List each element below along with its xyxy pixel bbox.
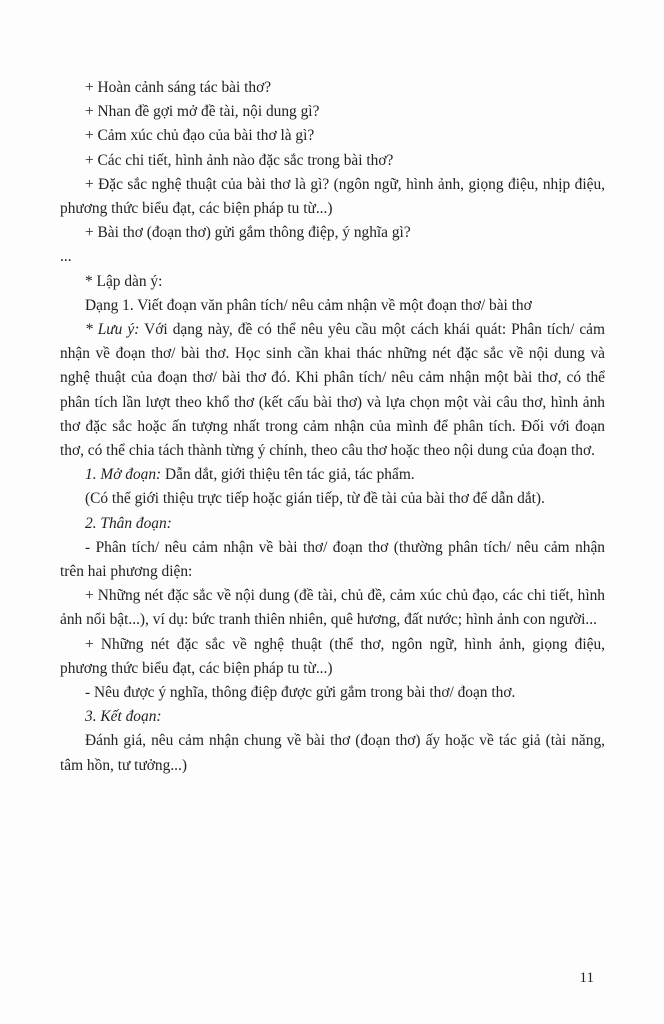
closing-text: Đánh giá, nêu cảm nhận chung về bài thơ (đoạn thơ) ấy hoặc về tác giả (tài năng, tâm hồn, tư tưởng...): [60, 732, 605, 774]
page-number: 11: [579, 970, 594, 986]
body-point-1: - Phân tích/ nêu cảm nhận về bài thơ/ đoạn thơ (thường phân tích/ nêu cảm nhận trên hai phương diện:: [60, 538, 605, 581]
note-label: * Lưu ý:: [85, 321, 140, 339]
question-artistic-features: + Đặc sắc nghệ thuật của bài thơ là gì? (ngôn ngữ, hình ảnh, giọng điệu, nhịp điệu, phương thức biểu đạt, các biện pháp tu từ...): [60, 175, 605, 218]
body-point-content: + Những nét đặc sắc về nội dung (đề tài, chủ đề, cảm xúc chủ đạo, các chi tiết, hình ảnh nổi bật...), ví dụ: bức tranh thiên nhiên, quê hương, đất nước; hình ảnh con người...: [60, 587, 605, 629]
body-point-message: - Nêu được ý nghĩa, thông điệp được gửi gắm trong bài thơ/ đoạn thơ.: [85, 684, 516, 702]
opening-text: Dẫn dắt, giới thiệu tên tác giả, tác phẩm.: [161, 466, 415, 484]
body-section-label: 2. Thân đoạn:: [85, 514, 172, 532]
question-composition-context: + Hoàn cảnh sáng tác bài thơ?: [85, 79, 272, 96]
body-text: [60, 76, 605, 778]
opening-label: 1. Mở đoạn:: [85, 466, 162, 484]
note-text: Với dạng này, đề có thể nêu yêu cầu một cách khái quát: Phân tích/ cảm nhận về đoạn thơ/ bài thơ. Học sinh cần khai thác những nét đặc sắc về nội dung và nghệ thuật của đoạn thơ/ bài thơ đó. Khi phân tích/ nêu cảm nhận một bài thơ, có thể phân tích lần lượt theo khổ thơ (kết cấu bài thơ) và lựa chọn một vài câu thơ, hình ảnh thơ đặc sắc hoặc ấn tượng nhất trong cảm nhận của mình để phân tích. Đối với đoạn thơ, có thể chia tách thành từng ý chính, theo câu thơ hoặc theo nội dung của đoạn thơ.: [60, 321, 605, 460]
question-title-meaning: + Nhan đề gợi mở đề tài, nội dung gì?: [85, 103, 320, 121]
outline-heading: * Lập dàn ý:: [85, 272, 163, 290]
question-main-emotion: + Cảm xúc chủ đạo của bài thơ là gì?: [85, 127, 315, 145]
type-1-heading: Dạng 1. Viết đoạn văn phân tích/ nêu cảm nhận về một đoạn thơ/ bài thơ: [85, 296, 532, 314]
opening-note: (Có thể giới thiệu trực tiếp hoặc gián tiếp, từ đề tài của bài thơ để dẫn dắt).: [85, 490, 545, 508]
body-point-art: + Những nét đặc sắc về nghệ thuật (thể thơ, ngôn ngữ, hình ảnh, giọng điệu, phương thức biểu đạt, các biện pháp tu từ...): [60, 635, 605, 677]
closing-section-label: 3. Kết đoạn:: [85, 708, 162, 726]
note-paragraph: [60, 318, 605, 463]
question-special-details: + Các chi tiết, hình ảnh nào đặc sắc trong bài thơ?: [85, 151, 394, 169]
opening-section: [60, 463, 605, 487]
ellipsis-line: ...: [60, 248, 72, 266]
question-message: + Bài thơ (đoạn thơ) gửi gắm thông điệp, ý nghĩa gì?: [85, 224, 411, 242]
